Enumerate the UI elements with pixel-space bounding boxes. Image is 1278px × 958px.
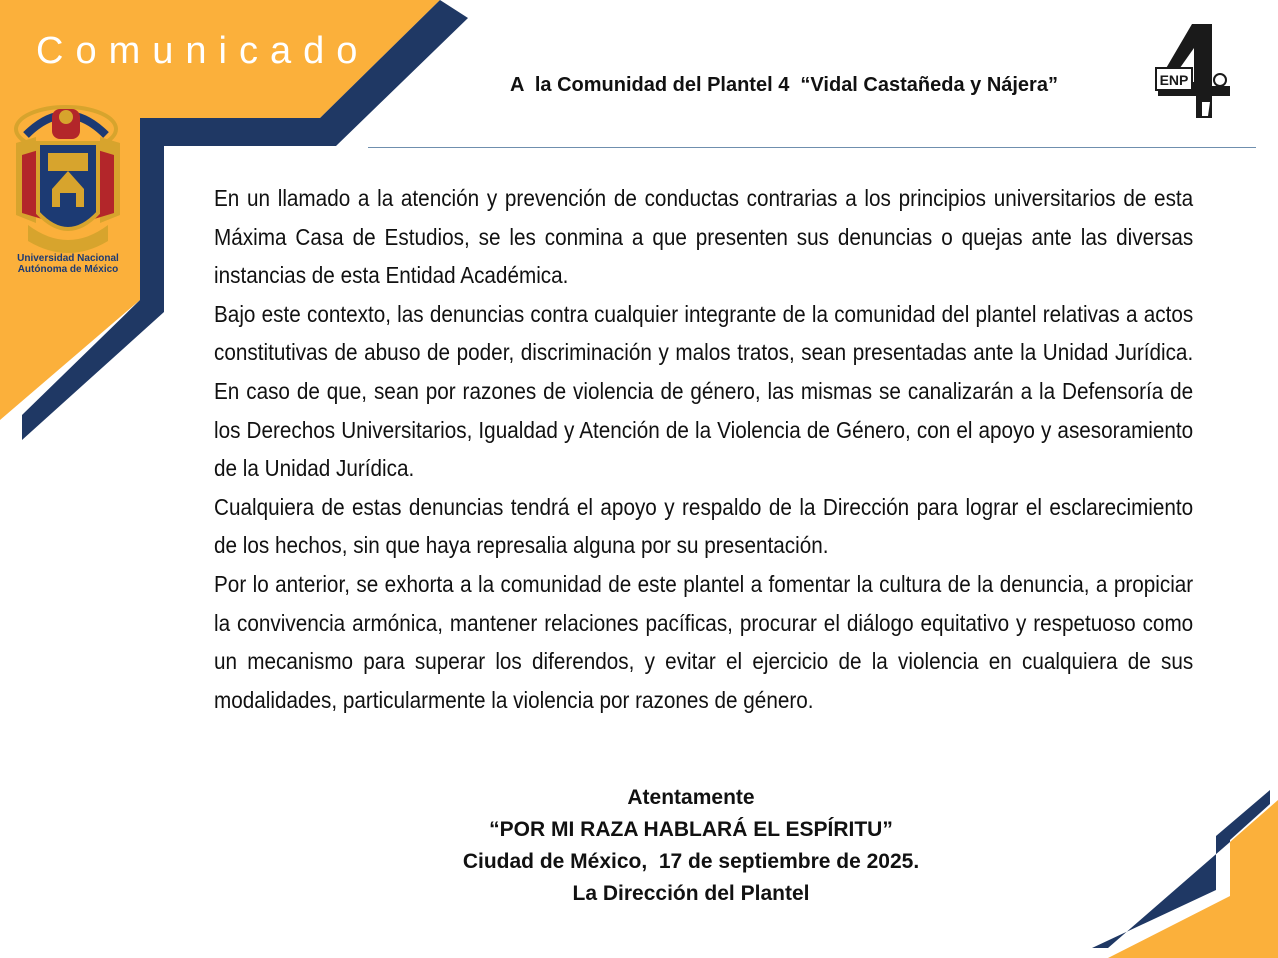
body-paragraph: Por lo anterior, se exhorta a la comunidad de este plantel a fomentar la cultura de la denuncia, a propiciar la convivencia armónica, mantener relaciones pacíficas, procurar el diálogo equitativo y respetuoso como un mecanismo para superar los diferendos, y evitar el ejercicio de la violencia en cualquiera de sus modalidades, particularmente la violencia por razones de género.: [214, 570, 1194, 713]
enp-logo: [1150, 20, 1242, 120]
closing-motto: “POR MI RAZA HABLARÁ EL ESPÍRITU”: [489, 818, 893, 841]
seal-caption-line-2: Autónoma de México: [17, 264, 119, 275]
body-paragraph: Cualquiera de estas denuncias tendrá el apoyo y respaldo de la Dirección para lograr el esclarecimiento de los hechos, sin que haya represalia alguna por su presentación.: [214, 493, 1194, 559]
body-paragraph: Bajo este contexto, las denuncias contra cualquier integrante de la comunidad del plantel relativas a actos constitutivas de abuso de poder, discriminación y malos tratos, sean presentadas ante la Unidad Jurídica. En caso de que, sean por razones de violencia de género, las mismas se canalizarán a la Defensoría de los Derechos Universitarios, Igualdad y Atención de la Violencia de Género, con el apoyo y asesoramiento de la Unidad Jurídica.: [214, 300, 1194, 482]
body-paragraph: En un llamado a la atención y prevención de conductas contrarias a los principios universitarios de esta Máxima Casa de Estudios, se les conmina a que presenten sus denuncias o quejas ante las diversas instancias de esta Entidad Académica.: [214, 185, 1194, 289]
closing-date: Ciudad de México, 17 de septiembre de 2025.: [462, 850, 920, 873]
closing-salutation: Atentamente: [627, 786, 755, 809]
header-addressee: A la Comunidad del Plantel 4 “Vidal Castañeda y Nájera”: [510, 74, 1058, 96]
closing-signatory: La Dirección del Plantel: [572, 882, 810, 905]
closing-signature: [290, 782, 1092, 910]
header-divider: [368, 147, 1256, 148]
communique-body: [214, 179, 1193, 719]
banner-title: Comunicado: [36, 30, 370, 72]
seal-caption-line-1: Universidad Nacional: [17, 253, 119, 264]
seal-caption: [8, 253, 128, 275]
enp-logo-text: ENP: [1159, 72, 1189, 88]
